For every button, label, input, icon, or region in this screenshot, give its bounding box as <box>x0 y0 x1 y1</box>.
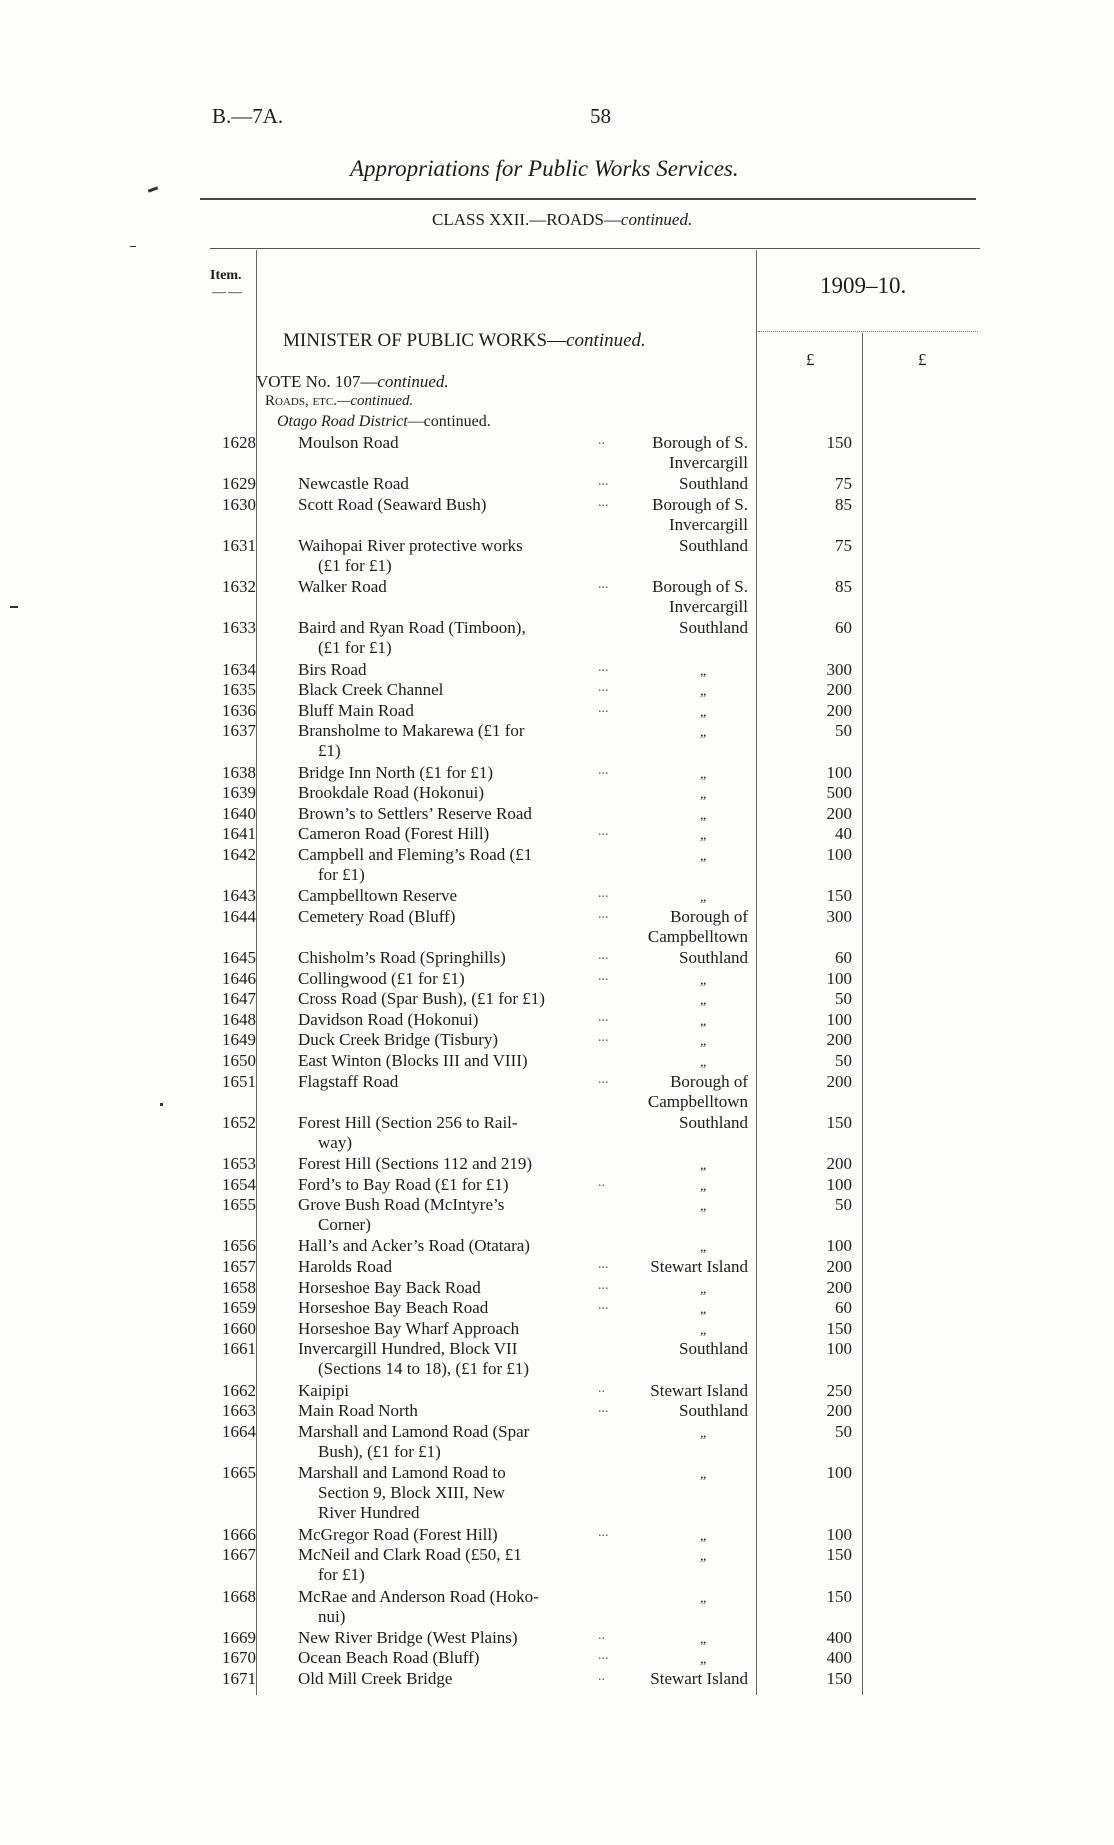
item-name: Invercargill Hundred, Block VII <box>298 1339 518 1359</box>
item-amount: 50 <box>835 1051 852 1070</box>
item-column-header: Item. <box>210 268 242 283</box>
item-number: 1634 <box>222 659 256 679</box>
item-number: 1637 <box>222 721 256 741</box>
item-number: 1656 <box>222 1236 256 1256</box>
item-name: Cemetery Road (Bluff) <box>298 906 456 926</box>
district-subheading-continued: —continued. <box>407 413 491 430</box>
leader-dots: ... <box>598 1277 609 1293</box>
item-name: for £1) <box>318 1565 365 1585</box>
table-row <box>0 433 1114 474</box>
minister-heading-continued: continued. <box>566 330 646 351</box>
item-name: McNeil and Clark Road (£50, £1 <box>298 1545 522 1565</box>
item-number: 1640 <box>222 803 256 823</box>
item-amount: 85 <box>835 494 852 514</box>
ditto-mark: „ <box>700 1034 707 1050</box>
item-amount: 100 <box>826 1236 852 1256</box>
leader-dots: ... <box>598 1298 609 1314</box>
item-number: 1644 <box>222 906 256 926</box>
item-amount: 250 <box>826 1380 852 1400</box>
leader-dots: ... <box>598 1524 609 1540</box>
item-amount: 150 <box>826 1318 852 1338</box>
item-locality: Southland <box>679 474 748 494</box>
item-number: 1664 <box>222 1421 256 1441</box>
item-name: Davidson Road (Hokonui) <box>298 1009 479 1029</box>
item-number: 1669 <box>222 1627 256 1647</box>
table-row <box>0 680 1114 701</box>
table-row <box>0 1154 1114 1175</box>
item-number: 1654 <box>222 1174 256 1194</box>
table-row <box>0 1401 1114 1422</box>
item-name: River Hundred <box>318 1503 420 1522</box>
ditto-mark: „ <box>700 849 707 864</box>
ditto-mark: „ <box>700 704 707 720</box>
item-locality: Stewart Island <box>650 1380 748 1400</box>
item-number: 1661 <box>222 1339 256 1359</box>
item-amount: 100 <box>826 845 852 864</box>
leader-dots: ... <box>598 659 609 675</box>
item-number: 1653 <box>222 1154 256 1173</box>
item-number: 1657 <box>222 1257 256 1276</box>
leader-dots: ... <box>598 1648 609 1664</box>
table-row <box>0 907 1114 948</box>
table-row <box>0 701 1114 722</box>
item-name: Ford’s to Bay Road (£1 for £1) <box>298 1174 509 1194</box>
item-number: 1658 <box>222 1277 256 1297</box>
table-row <box>0 1648 1114 1669</box>
item-locality: Invercargill <box>669 514 748 534</box>
item-number: 1642 <box>222 845 256 864</box>
item-name: Horseshoe Bay Back Road <box>298 1277 481 1297</box>
table-row <box>0 1319 1114 1340</box>
item-amount: 200 <box>826 803 852 823</box>
item-amount: 400 <box>826 1648 852 1668</box>
leader-dots: .. <box>598 1627 605 1643</box>
ditto-mark: „ <box>700 1549 707 1565</box>
item-name: Forest Hill (Section 256 to Rail- <box>298 1112 518 1132</box>
item-name: Marshall and Lamond Road (Spar <box>298 1421 530 1441</box>
leader-dots: ... <box>598 1257 609 1272</box>
table-row <box>0 577 1114 618</box>
item-name: Bridge Inn North (£1 for £1) <box>298 762 493 782</box>
header-top-rule <box>210 248 980 249</box>
table-row <box>0 1628 1114 1649</box>
item-name: Brown’s to Settlers’ Reserve Road <box>298 803 532 823</box>
item-name: East Winton (Blocks III and VIII) <box>298 1051 528 1070</box>
table-row <box>0 1030 1114 1051</box>
item-locality: Southland <box>679 948 748 967</box>
page-number: 58 <box>590 104 611 128</box>
table-row <box>0 989 1114 1010</box>
title-rule <box>200 198 976 200</box>
item-amount: 300 <box>826 906 852 926</box>
item-amount: 150 <box>826 1669 852 1688</box>
item-name: way) <box>318 1132 352 1152</box>
item-name: Campbell and Fleming’s Road (£1 <box>298 845 533 864</box>
item-locality: Stewart Island <box>650 1257 748 1276</box>
table-row <box>0 1195 1114 1236</box>
item-locality: Borough of <box>670 1071 748 1091</box>
item-locality: Borough of S. <box>652 577 748 597</box>
leader-dots: ... <box>598 1401 609 1417</box>
item-number: 1647 <box>222 989 256 1009</box>
leader-dots: ... <box>598 577 609 593</box>
vote-heading-continued: continued. <box>377 372 449 391</box>
item-amount: 75 <box>835 536 852 555</box>
item-name: nui) <box>318 1606 346 1626</box>
item-amount: 150 <box>826 1545 852 1565</box>
scan-speck <box>10 606 18 608</box>
table-row <box>0 1525 1114 1546</box>
item-amount: 200 <box>826 1154 852 1173</box>
item-name: Bush), (£1 for £1) <box>318 1441 441 1461</box>
item-amount: 150 <box>826 886 852 906</box>
item-name: Birs Road <box>298 659 367 679</box>
item-amount: 60 <box>835 948 852 967</box>
item-name: Scott Road (Seaward Bush) <box>298 494 487 514</box>
item-number: 1651 <box>222 1071 256 1091</box>
item-name: Grove Bush Road (McIntyre’s <box>298 1195 505 1215</box>
item-name: Marshall and Lamond Road to <box>298 1463 506 1482</box>
year-subheading-rule <box>758 331 978 332</box>
ditto-mark: „ <box>700 725 707 741</box>
item-number: 1659 <box>222 1298 256 1318</box>
item-locality: Campbelltown <box>647 926 748 946</box>
item-number: 1643 <box>222 886 256 906</box>
table-row <box>0 1010 1114 1031</box>
ditto-mark: „ <box>700 1281 707 1297</box>
item-number: 1650 <box>222 1051 256 1070</box>
table-row <box>0 1257 1114 1278</box>
class-heading-main: CLASS XXII.—ROADS— <box>432 210 621 229</box>
item-number: 1641 <box>222 824 256 844</box>
ditto-mark: „ <box>700 1199 707 1215</box>
ditto-mark: „ <box>700 684 707 700</box>
item-name: Forest Hill (Sections 112 and 219) <box>298 1154 533 1173</box>
table-row <box>0 660 1114 681</box>
item-amount: 100 <box>826 1339 852 1359</box>
ditto-mark: „ <box>700 1240 707 1256</box>
item-number: 1670 <box>222 1648 256 1668</box>
item-amount: 300 <box>826 659 852 679</box>
leader-dots: ... <box>598 1009 609 1025</box>
ditto-mark: „ <box>700 1158 707 1173</box>
item-name: New River Bridge (West Plains) <box>298 1627 518 1647</box>
table-row <box>0 1175 1114 1196</box>
item-number: 1629 <box>222 474 256 494</box>
leader-dots: ... <box>598 494 609 510</box>
item-locality: Southland <box>679 1401 748 1421</box>
item-number: 1633 <box>222 618 256 638</box>
leader-dots: ... <box>598 1071 609 1087</box>
table-row <box>0 969 1114 990</box>
item-amount: 200 <box>826 1401 852 1421</box>
item-name: Newcastle Road <box>298 474 409 494</box>
page-title: Appropriations for Public Works Services. <box>350 156 739 181</box>
item-name: Bluff Main Road <box>298 700 414 720</box>
item-amount: 100 <box>826 1524 852 1544</box>
ditto-mark: „ <box>700 663 707 679</box>
vote-heading-main: VOTE No. 107— <box>256 372 378 391</box>
item-amount: 400 <box>826 1627 852 1647</box>
document-reference: B.—7A. <box>212 104 284 128</box>
item-number: 1632 <box>222 577 256 597</box>
minister-heading <box>283 330 646 352</box>
class-heading <box>432 210 692 230</box>
item-name: Bransholme to Makarewa (£1 for <box>298 721 525 741</box>
currency-symbol-first: £ <box>806 350 815 369</box>
ditto-mark: „ <box>700 993 707 1009</box>
table-row <box>0 1278 1114 1299</box>
table-row <box>0 1545 1114 1586</box>
scan-speck <box>148 186 158 192</box>
item-amount: 60 <box>835 618 852 638</box>
item-number: 1635 <box>222 680 256 700</box>
ditto-mark: „ <box>700 1425 707 1441</box>
leader-dots: ... <box>598 948 609 963</box>
item-locality: Invercargill <box>669 453 748 472</box>
item-amount: 100 <box>826 1463 852 1482</box>
leader-dots: ... <box>598 762 609 778</box>
item-name: Flagstaff Road <box>298 1071 399 1091</box>
leader-dots: .. <box>598 433 605 448</box>
item-amount: 500 <box>826 783 852 803</box>
ditto-mark: „ <box>700 1590 707 1606</box>
item-locality: Invercargill <box>669 597 748 617</box>
item-amount: 150 <box>826 1586 852 1606</box>
vote-heading <box>256 372 449 392</box>
ditto-mark: „ <box>700 828 707 844</box>
ditto-mark: „ <box>700 1302 707 1318</box>
item-name: Brookdale Road (Hokonui) <box>298 783 485 803</box>
item-locality: Campbelltown <box>647 1091 748 1111</box>
item-locality: Borough of S. <box>652 494 748 514</box>
ditto-mark: „ <box>700 1467 707 1482</box>
item-name: Hall’s and Acker’s Road (Otatara) <box>298 1236 530 1256</box>
leader-dots: ... <box>598 700 609 716</box>
item-number: 1645 <box>222 948 256 967</box>
leader-dots: .. <box>598 1174 605 1190</box>
item-amount: 85 <box>835 577 852 597</box>
item-amount: 100 <box>826 762 852 782</box>
item-number: 1666 <box>222 1524 256 1544</box>
item-number: 1665 <box>222 1463 256 1482</box>
item-locality: Southland <box>679 618 748 638</box>
table-row <box>0 474 1114 495</box>
item-amount: 150 <box>826 1112 852 1132</box>
item-number: 1668 <box>222 1586 256 1606</box>
scan-speck <box>160 1103 163 1106</box>
item-name: Cameron Road (Forest Hill) <box>298 824 490 844</box>
ditto-mark: „ <box>700 766 707 782</box>
item-name: Kaipipi <box>298 1380 349 1400</box>
table-row <box>0 1051 1114 1072</box>
item-number: 1662 <box>222 1380 256 1400</box>
ditto-mark: „ <box>700 1631 707 1647</box>
item-number: 1652 <box>222 1112 256 1132</box>
item-name: Old Mill Creek Bridge <box>298 1669 453 1688</box>
table-row <box>0 886 1114 907</box>
item-amount: 200 <box>826 1257 852 1276</box>
item-amount: 200 <box>826 700 852 720</box>
item-name: (£1 for £1) <box>318 638 392 658</box>
ditto-mark: „ <box>700 1013 707 1029</box>
item-amount: 50 <box>835 1195 852 1215</box>
item-amount: 100 <box>826 1174 852 1194</box>
table-row <box>0 1463 1114 1525</box>
item-name: for £1) <box>318 865 365 884</box>
item-name: Corner) <box>318 1215 371 1235</box>
table-row <box>0 1072 1114 1113</box>
scan-speck <box>130 246 136 247</box>
item-amount: 150 <box>826 433 852 452</box>
item-amount: 75 <box>835 474 852 494</box>
item-name: (£1 for £1) <box>318 556 392 575</box>
item-number: 1628 <box>222 433 256 452</box>
item-number: 1648 <box>222 1009 256 1029</box>
item-name: Main Road North <box>298 1401 418 1421</box>
item-number: 1660 <box>222 1318 256 1338</box>
item-name: Collingwood (£1 for £1) <box>298 968 465 988</box>
item-amount: 200 <box>826 1030 852 1050</box>
item-locality: Southland <box>679 536 748 555</box>
ditto-mark: „ <box>700 1322 707 1338</box>
item-name: Black Creek Channel <box>298 680 444 700</box>
district-subheading <box>277 413 491 431</box>
leader-dots: ... <box>598 906 609 922</box>
item-name: Ocean Beach Road (Bluff) <box>298 1648 480 1668</box>
item-number: 1655 <box>222 1195 256 1215</box>
item-name: Section 9, Block XIII, New <box>318 1483 505 1502</box>
table-row <box>0 763 1114 784</box>
table-row <box>0 804 1114 825</box>
item-amount: 50 <box>835 1421 852 1441</box>
table-row <box>0 721 1114 762</box>
ditto-mark: „ <box>700 1528 707 1544</box>
item-name: Walker Road <box>298 577 387 597</box>
ditto-mark: „ <box>700 807 707 823</box>
item-name: Campbelltown Reserve <box>298 886 458 906</box>
item-name: Horseshoe Bay Wharf Approach <box>298 1318 520 1338</box>
item-name: Chisholm’s Road (Springhills) <box>298 948 506 967</box>
table-row <box>0 1236 1114 1257</box>
item-number: 1663 <box>222 1401 256 1421</box>
item-name: Horseshoe Bay Beach Road <box>298 1298 489 1318</box>
table-row <box>0 783 1114 804</box>
roads-subheading-main: Roads, etc. <box>265 393 337 409</box>
leader-dots: ... <box>598 474 609 490</box>
leader-dots: .. <box>598 1380 605 1396</box>
item-name: Harolds Road <box>298 1257 392 1276</box>
item-amount: 50 <box>835 721 852 741</box>
leader-dots: ... <box>598 886 609 902</box>
item-locality: Southland <box>679 1339 748 1359</box>
ditto-mark: „ <box>700 1055 707 1070</box>
item-number: 1646 <box>222 968 256 988</box>
item-name: Duck Creek Bridge (Tisbury) <box>298 1030 499 1050</box>
item-locality: Southland <box>679 1112 748 1132</box>
leader-dots: ... <box>598 968 609 984</box>
year-heading: 1909–10. <box>820 273 907 298</box>
currency-symbol-second: £ <box>918 350 927 369</box>
item-number: 1631 <box>222 536 256 555</box>
table-row <box>0 948 1114 969</box>
leader-dots: ... <box>598 680 609 696</box>
table-row <box>0 824 1114 845</box>
item-amount: 200 <box>826 680 852 700</box>
table-row <box>0 1298 1114 1319</box>
table-row <box>0 845 1114 886</box>
item-number: 1638 <box>222 762 256 782</box>
table-row <box>0 1669 1114 1690</box>
minister-heading-main: MINISTER OF PUBLIC WORKS— <box>283 330 567 351</box>
item-amount: 200 <box>826 1071 852 1091</box>
ditto-mark: „ <box>700 1178 707 1194</box>
leader-dots: .. <box>598 1669 605 1684</box>
table-row <box>0 618 1114 659</box>
table-row <box>0 1381 1114 1402</box>
item-name: McRae and Anderson Road (Hoko- <box>298 1586 539 1606</box>
item-number: 1630 <box>222 494 256 514</box>
leader-dots: ... <box>598 824 609 840</box>
item-amount: 100 <box>826 968 852 988</box>
district-subheading-main: Otago Road District <box>277 413 408 430</box>
item-column-dash: —— <box>212 285 244 300</box>
leader-dots: ... <box>598 1030 609 1046</box>
item-number: 1649 <box>222 1030 256 1050</box>
table-row <box>0 1587 1114 1628</box>
item-name: Baird and Ryan Road (Timboon), <box>298 618 526 638</box>
item-number: 1671 <box>222 1669 256 1688</box>
item-number: 1636 <box>222 700 256 720</box>
table-row <box>0 1113 1114 1154</box>
table-row <box>0 1339 1114 1380</box>
roads-subheading <box>265 393 413 410</box>
item-locality: Stewart Island <box>650 1669 748 1688</box>
item-amount: 100 <box>826 1009 852 1029</box>
item-amount: 40 <box>835 824 852 844</box>
item-name: (Sections 14 to 18), (£1 for £1) <box>318 1359 530 1379</box>
table-row <box>0 495 1114 536</box>
ditto-mark: „ <box>700 890 707 906</box>
class-heading-continued: continued. <box>620 210 693 229</box>
item-name: McGregor Road (Forest Hill) <box>298 1524 498 1544</box>
item-amount: 60 <box>835 1298 852 1318</box>
item-locality: Borough of S. <box>652 433 748 452</box>
ditto-mark: „ <box>700 1652 707 1668</box>
item-name: Cross Road (Spar Bush), (£1 for £1) <box>298 989 545 1009</box>
item-locality: Borough of <box>670 906 748 926</box>
ditto-mark: „ <box>700 972 707 988</box>
item-amount: 50 <box>835 989 852 1009</box>
table-row <box>0 1422 1114 1463</box>
item-name: £1) <box>318 741 341 761</box>
item-name: Waihopai River protective works <box>298 536 523 555</box>
table-row <box>0 536 1114 577</box>
item-number: 1667 <box>222 1545 256 1565</box>
item-number: 1639 <box>222 783 256 803</box>
ditto-mark: „ <box>700 787 707 803</box>
roads-subheading-continued: —continued. <box>336 393 414 409</box>
item-amount: 200 <box>826 1277 852 1297</box>
item-name: Moulson Road <box>298 433 399 452</box>
